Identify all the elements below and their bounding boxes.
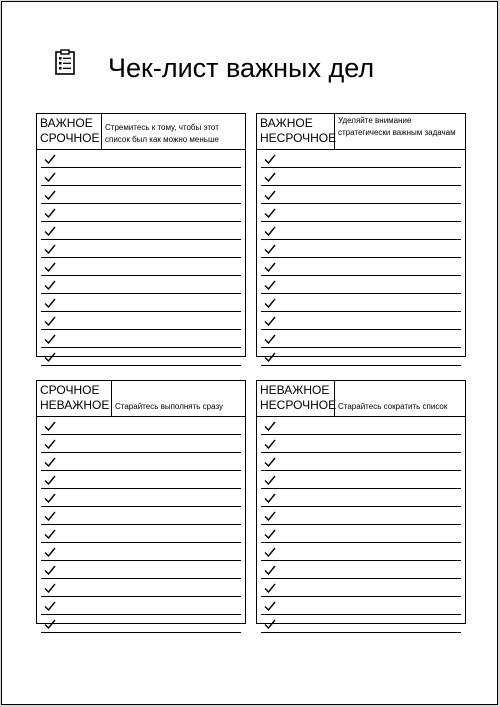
- task-row[interactable]: [261, 435, 461, 453]
- task-row[interactable]: [261, 204, 461, 222]
- checkmark-icon: [264, 244, 276, 254]
- checkmark-icon: [44, 529, 56, 539]
- task-list: [257, 150, 465, 366]
- quadrant-hint: [335, 114, 465, 149]
- category-line-1: НЕВАЖНОЕ: [260, 383, 330, 397]
- task-row[interactable]: [261, 150, 461, 168]
- checkmark-icon: [264, 298, 276, 308]
- task-row[interactable]: [41, 597, 241, 615]
- checkmark-icon: [264, 316, 276, 326]
- checkmark-icon: [264, 421, 276, 431]
- checkmark-icon: [264, 475, 276, 485]
- task-row[interactable]: [41, 168, 241, 186]
- quadrant-hint: [102, 114, 245, 149]
- category-line-1: ВАЖНОЕ: [40, 116, 93, 130]
- category-line-2: НЕСРОЧНОЕ: [260, 131, 337, 145]
- task-row[interactable]: [261, 453, 461, 471]
- quadrant-important-not-urgent: [256, 113, 466, 357]
- hint-text: Стремитесь к тому, чтобы этот список был как можно меньше: [105, 123, 219, 144]
- category-label: [37, 381, 112, 416]
- checklist-page: [1, 1, 498, 705]
- checkmark-icon: [44, 421, 56, 431]
- category-label: [257, 381, 335, 416]
- task-row[interactable]: [261, 240, 461, 258]
- task-row[interactable]: [41, 435, 241, 453]
- quadrant-header: [257, 114, 465, 150]
- task-row[interactable]: [261, 168, 461, 186]
- quadrant-hint: [112, 381, 245, 416]
- task-row[interactable]: [41, 348, 241, 366]
- quadrant-not-important-not-urgent: [256, 380, 466, 624]
- task-row[interactable]: [261, 258, 461, 276]
- checkmark-icon: [264, 172, 276, 182]
- checkmark-icon: [44, 565, 56, 575]
- task-row[interactable]: [41, 276, 241, 294]
- checkmark-icon: [264, 493, 276, 503]
- task-row[interactable]: [261, 615, 461, 633]
- task-list: [257, 417, 465, 633]
- checkmark-icon: [44, 457, 56, 467]
- quadrant-header: [37, 381, 245, 417]
- task-list: [37, 417, 245, 633]
- checkmark-icon: [264, 262, 276, 272]
- checkmark-icon: [264, 529, 276, 539]
- checkmark-icon: [44, 208, 56, 218]
- task-row[interactable]: [41, 222, 241, 240]
- checkmark-icon: [264, 334, 276, 344]
- quadrant-hint: [335, 381, 465, 416]
- task-row[interactable]: [261, 186, 461, 204]
- checkmark-icon: [264, 565, 276, 575]
- checkmark-icon: [44, 475, 56, 485]
- checkmark-icon: [44, 439, 56, 449]
- task-row[interactable]: [261, 276, 461, 294]
- checkmark-icon: [264, 352, 276, 362]
- task-row[interactable]: [41, 330, 241, 348]
- task-row[interactable]: [261, 417, 461, 435]
- category-line-2: НЕВАЖНОЕ: [40, 398, 110, 412]
- checkmark-icon: [44, 280, 56, 290]
- task-row[interactable]: [41, 312, 241, 330]
- checkmark-icon: [264, 280, 276, 290]
- checkmark-icon: [44, 619, 56, 629]
- checkmark-icon: [44, 583, 56, 593]
- checkmark-icon: [264, 439, 276, 449]
- checkmark-icon: [44, 316, 56, 326]
- quadrant-header: [37, 114, 245, 150]
- task-row[interactable]: [261, 294, 461, 312]
- task-row[interactable]: [41, 417, 241, 435]
- checkmark-icon: [264, 619, 276, 629]
- checkmark-icon: [44, 493, 56, 503]
- task-row[interactable]: [41, 579, 241, 597]
- task-row[interactable]: [261, 489, 461, 507]
- task-row[interactable]: [261, 597, 461, 615]
- task-row[interactable]: [41, 258, 241, 276]
- page-title: Чек-лист важных дел: [108, 53, 375, 83]
- task-row[interactable]: [41, 507, 241, 525]
- task-row[interactable]: [261, 579, 461, 597]
- checkmark-icon: [44, 172, 56, 182]
- quadrant-important-urgent: [36, 113, 246, 357]
- task-row[interactable]: [41, 525, 241, 543]
- task-row[interactable]: [41, 615, 241, 633]
- task-row[interactable]: [261, 525, 461, 543]
- task-row[interactable]: [261, 507, 461, 525]
- checkmark-icon: [44, 298, 56, 308]
- checkmark-icon: [44, 190, 56, 200]
- checkmark-icon: [44, 334, 56, 344]
- checkmark-icon: [44, 262, 56, 272]
- category-line-2: НЕСРОЧНОЕ: [260, 398, 337, 412]
- task-row[interactable]: [41, 294, 241, 312]
- task-row[interactable]: [261, 312, 461, 330]
- checkmark-icon: [44, 244, 56, 254]
- category-line-1: ВАЖНОЕ: [260, 116, 313, 130]
- checkmark-icon: [264, 457, 276, 467]
- checkmark-icon: [44, 547, 56, 557]
- checkmark-icon: [264, 601, 276, 611]
- checkmark-icon: [44, 226, 56, 236]
- task-row[interactable]: [261, 471, 461, 489]
- category-line-2: СРОЧНОЕ: [40, 131, 100, 145]
- category-line-1: СРОЧНОЕ: [40, 383, 100, 397]
- task-row[interactable]: [41, 240, 241, 258]
- checkmark-icon: [44, 511, 56, 521]
- checkmark-icon: [264, 583, 276, 593]
- quadrant-urgent-not-important: [36, 380, 246, 624]
- task-list: [37, 150, 245, 366]
- checkmark-icon: [44, 601, 56, 611]
- task-row[interactable]: [41, 150, 241, 168]
- checkmark-icon: [264, 154, 276, 164]
- task-row[interactable]: [261, 330, 461, 348]
- task-row[interactable]: [41, 543, 241, 561]
- task-row[interactable]: [41, 489, 241, 507]
- task-row[interactable]: [261, 543, 461, 561]
- task-row[interactable]: [41, 204, 241, 222]
- category-label: [257, 114, 335, 149]
- checkmark-icon: [264, 208, 276, 218]
- category-label: [37, 114, 102, 149]
- quadrant-header: [257, 381, 465, 417]
- checkmark-icon: [264, 190, 276, 200]
- task-row[interactable]: [261, 348, 461, 366]
- checkmark-icon: [264, 547, 276, 557]
- task-row[interactable]: [41, 453, 241, 471]
- task-row[interactable]: [261, 561, 461, 579]
- checklist-icon: [55, 49, 75, 75]
- hint-text: Старайтесь сократить список: [338, 402, 448, 411]
- checkmark-icon: [264, 511, 276, 521]
- task-row[interactable]: [261, 222, 461, 240]
- checkmark-icon: [264, 226, 276, 236]
- hint-text: Уделяйте внимание стратегически важным задачам: [338, 116, 456, 137]
- checkmark-icon: [44, 352, 56, 362]
- task-row[interactable]: [41, 561, 241, 579]
- hint-text: Старайтесь выполнять сразу: [115, 402, 224, 411]
- checkmark-icon: [44, 154, 56, 164]
- task-row[interactable]: [41, 471, 241, 489]
- task-row[interactable]: [41, 186, 241, 204]
